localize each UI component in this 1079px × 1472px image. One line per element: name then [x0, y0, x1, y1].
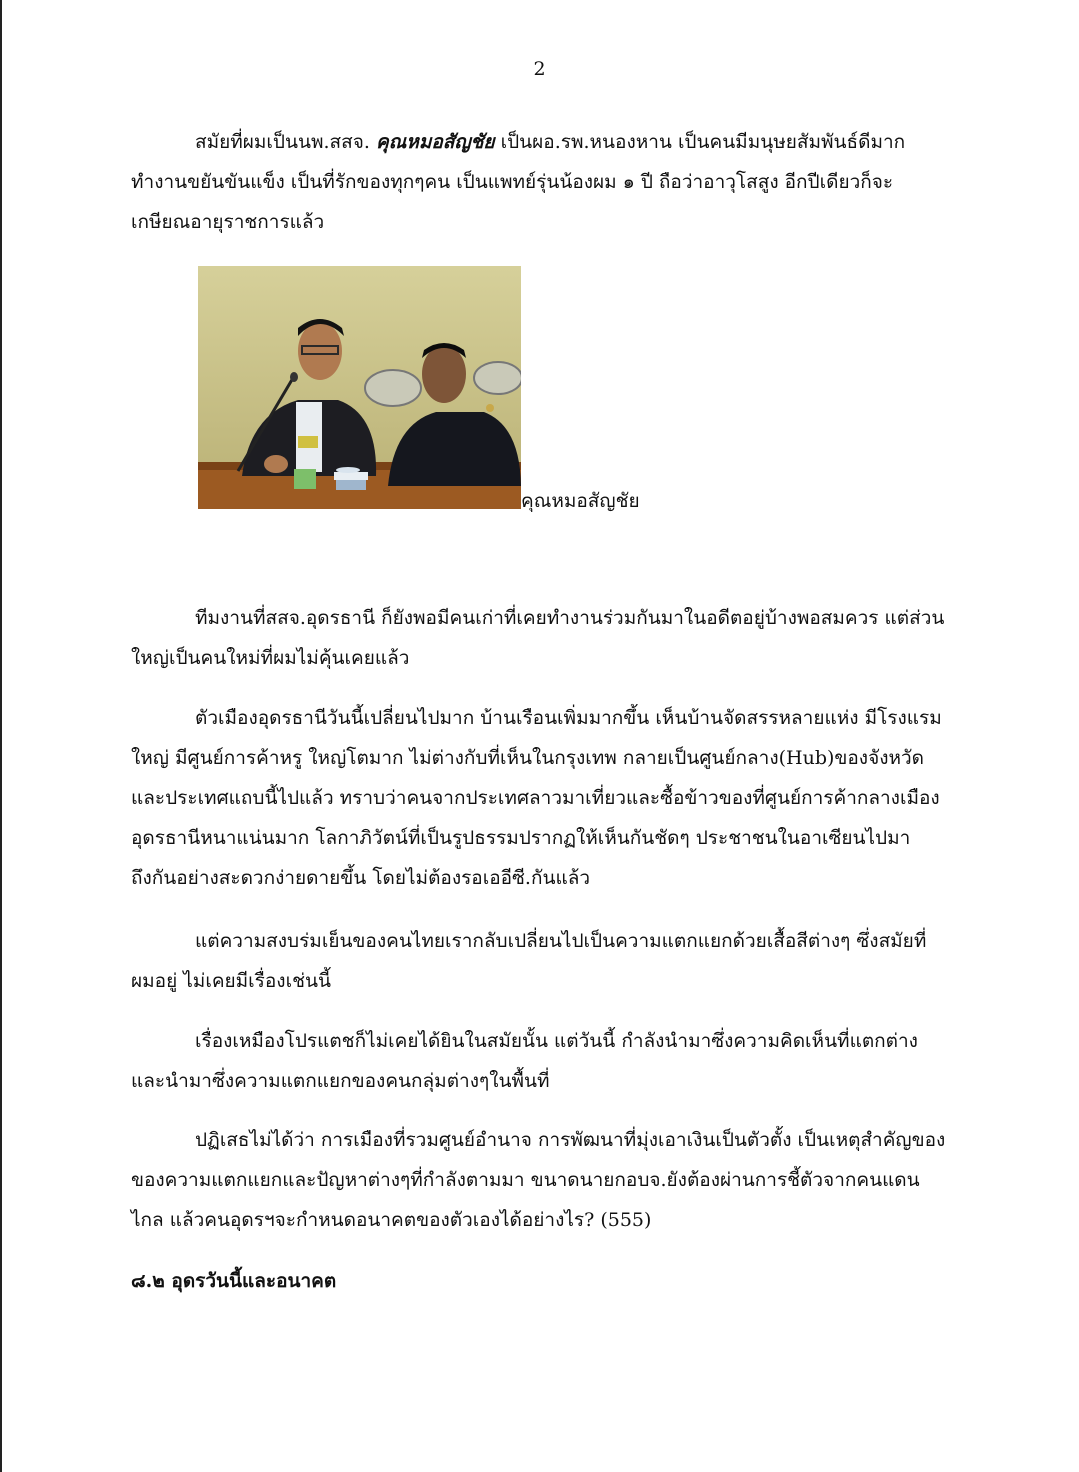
person-name: คุณหมอสัญชัย — [375, 131, 495, 153]
paragraph-6: ปฏิเสธไม่ได้ว่า การเมืองที่รวมศูนย์อำนาจ การพัฒนาที่มุ่งเอาเงินเป็นตัวตั้ง เป็นเหตุสำคัญของของความแตกแยกและปัญหาต่างๆที่กำลังตามมา ขนาดนายกอบจ.ยังต้องผ่านการชี้ตัวจากคนแดนไกล แล้วคนอุดรฯจะกำหนดอนาคตของตัวเองได้อย่างไร? (555) — [131, 1129, 946, 1231]
photo-caption: คุณหมอสัญชัย — [521, 490, 640, 512]
paragraph-5: เรื่องเหมืองโปรแตชก็ไม่เคยได้ยินในสมัยนั้น แต่วันนี้ กำลังนำมาซึ่งความคิดเห็นที่แตกต่าง และนำมาซึ่งความแตกแยกของคนกลุ่มต่างๆในพื้นที่ — [131, 1030, 918, 1092]
paragraph-1-intro: สมัยที่ผมเป็นนพ.สสจ. — [195, 131, 370, 153]
paragraph-1 — [131, 122, 946, 242]
page-edge — [0, 0, 2, 1472]
meeting-photo — [198, 266, 521, 509]
section-heading: ๘.๒ อุดรวันนี้และอนาคต — [131, 1270, 337, 1292]
paragraph-2: ทีมงานที่สสจ.อุดรธานี ก็ยังพอมีคนเก่าที่เคยทำงานร่วมกันมาในอดีตอยู่บ้างพอสมควร แต่ส่วนใหญ่เป็นคนใหม่ที่ผมไม่คุ้นเคยแล้ว — [131, 607, 945, 669]
page-number: 2 — [533, 58, 546, 80]
paragraph-4: แต่ความสงบร่มเย็นของคนไทยเรากลับเปลี่ยนไปเป็นความแตกแยกด้วยเสื้อสีต่างๆ ซึ่งสมัยที่ผมอยู่ ไม่เคยมีเรื่องเช่นนี้ — [131, 930, 927, 992]
paragraph-1-body: เป็นผอ.รพ.หนองหาน เป็นคนมีมนุษยสัมพันธ์ดีมาก ทำงานขยันขันแข็ง เป็นที่รักของทุกๆคน เป็นแพทย์รุ่นน้องผม ๑ ปี ถือว่าอาวุโสสูง อีกปีเดียวก็จะเกษียณอายุราชการแล้ว — [131, 131, 906, 233]
paragraph-3: ตัวเมืองอุดรธานีวันนี้เปลี่ยนไปมาก บ้านเรือนเพิ่มมากขึ้น เห็นบ้านจัดสรรหลายแห่ง มีโรงแรมใหญ่ มีศูนย์การค้าหรู ใหญ่โตมาก ไม่ต่างกับที่เห็นในกรุงเทพ กลายเป็นศูนย์กลาง(Hub)ของจังหวัดและประเทศแถบนี้ไปแล้ว ทราบว่าคนจากประเทศลาวมาเที่ยวและซื้อข้าวของที่ศูนย์การค้ากลางเมืองอุดรธานีหนาแน่นมาก โลกาภิวัตน์ที่เป็นรูปธรรมปรากฏให้เห็นกันชัดๆ ประชาชนในอาเซียนไปมาถึงกันอย่างสะดวกง่ายดายขึ้น โดยไม่ต้องรอเออีซี.กันแล้ว — [131, 707, 942, 889]
